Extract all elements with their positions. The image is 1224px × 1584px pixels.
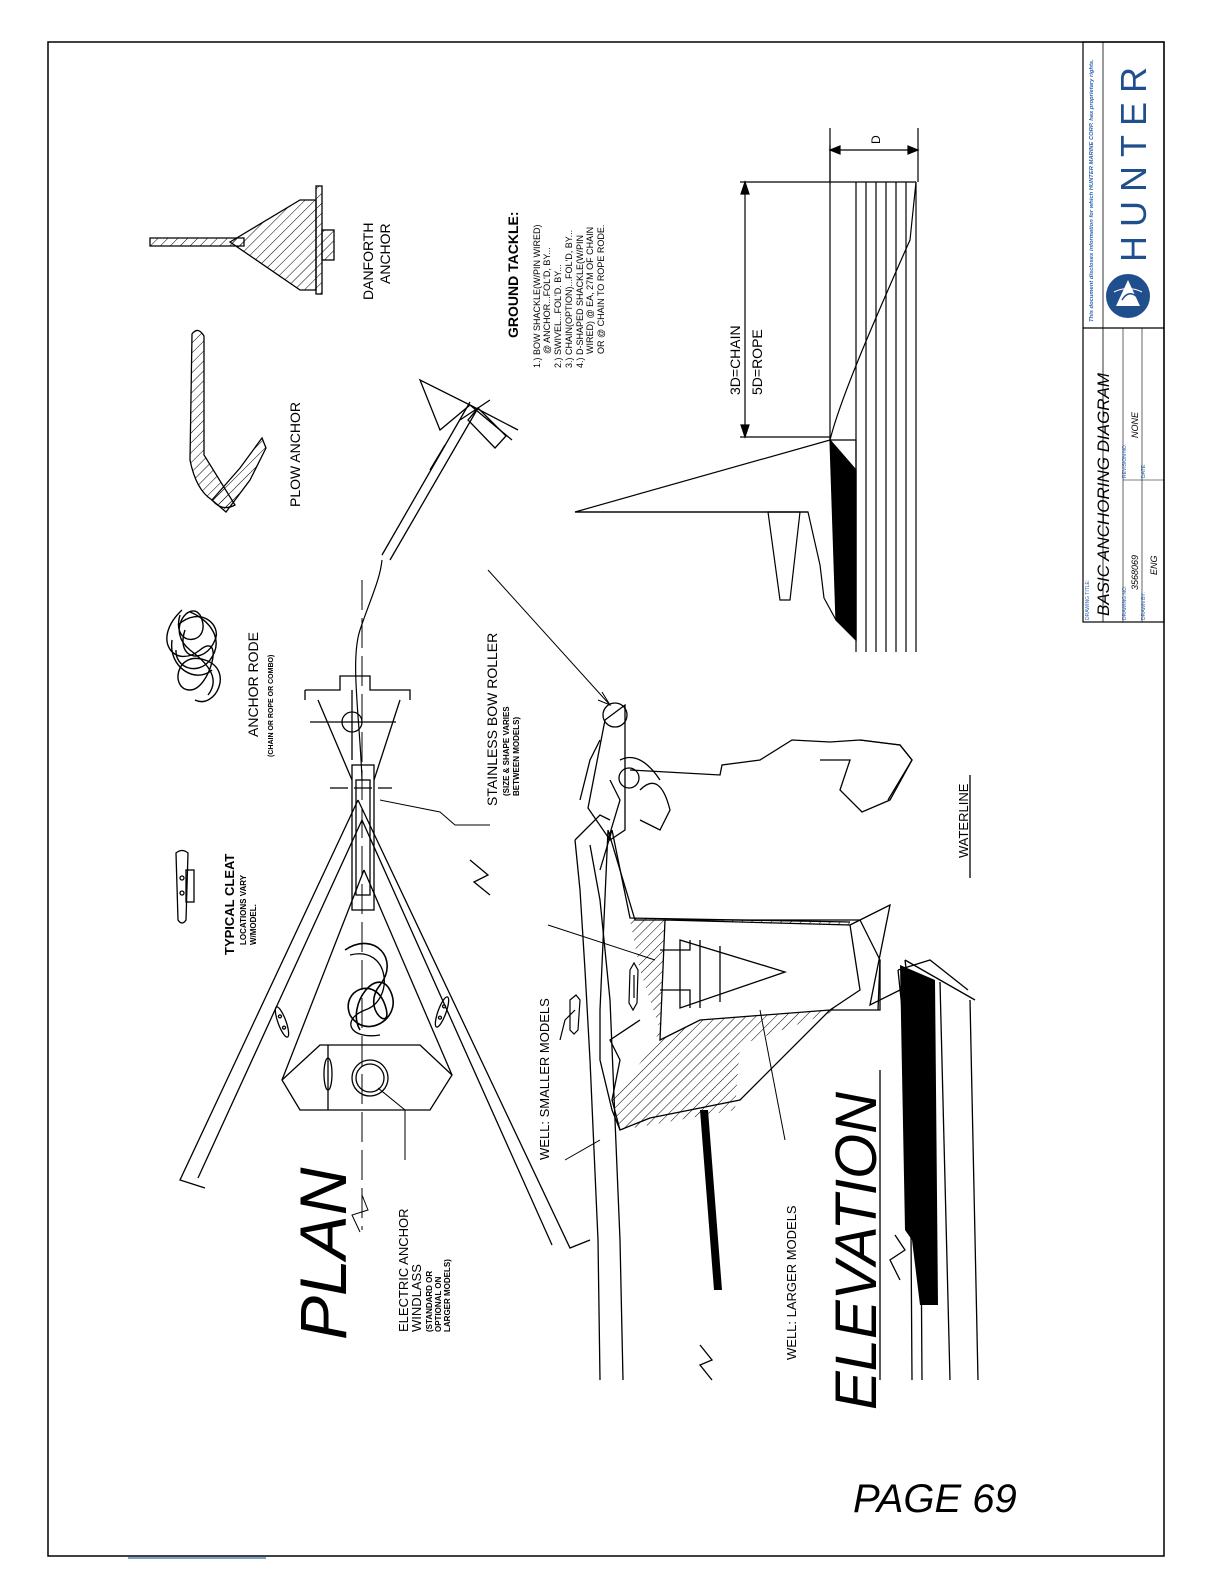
windlass-label-1: ELECTRIC ANCHOR xyxy=(396,1208,411,1332)
deployed-anchor-icon xyxy=(382,380,518,560)
danforth-label-1: DANFORTH xyxy=(360,222,376,300)
proprietary-notice: This document discloses information for which HUNTER MARINE CORP. has proprietary rights. xyxy=(1089,59,1095,322)
plow-anchor-label: PLOW ANCHOR xyxy=(287,401,303,507)
plan-view-title: PLAN xyxy=(286,1167,360,1340)
typical-cleat-icon xyxy=(176,851,194,924)
hunter-logo-icon xyxy=(1106,274,1150,318)
drawn-by-label: DRAWN BY: xyxy=(1141,592,1147,620)
elevation-view-title: ELEVATION xyxy=(824,1091,889,1410)
waterline-label: WATERLINE xyxy=(956,783,971,858)
bottom-paint-stripe xyxy=(900,965,938,1305)
ground-tackle-line-5: 4.) D-SHAPED SHACKLE(W/PIN xyxy=(575,234,585,368)
brand-name: HUNTER xyxy=(1113,58,1154,262)
ground-tackle-title: GROUND TACKLE: xyxy=(505,211,521,338)
drawing-no: 3568069 xyxy=(1130,554,1140,590)
anchor-rode-coil-icon xyxy=(167,610,220,702)
drawing-border xyxy=(48,42,1164,1556)
well-smaller-label: WELL: SMALLER MODELS xyxy=(537,998,552,1160)
danforth-label-2: ANCHOR xyxy=(377,223,393,284)
typical-cleat-sub2: W/MODEL. xyxy=(249,904,258,945)
plan-cleat-left-icon xyxy=(273,1006,291,1039)
anchor-rode-title: ANCHOR RODE xyxy=(245,631,261,737)
windlass-label-5: LARGER MODELS) xyxy=(443,1259,452,1332)
windlass-label-3: (STANDARD OR xyxy=(425,1270,434,1332)
drawn-by: ENG xyxy=(1149,555,1159,575)
scope-chain-label: 3D=CHAIN xyxy=(727,325,743,395)
bow-roller-sub2: BETWEEN MODELS) xyxy=(512,716,521,796)
windlass-label-4: OPTIONAL ON xyxy=(434,1276,443,1332)
depth-label: D xyxy=(869,135,883,144)
drawing-title: BASIC ANCHORING DIAGRAM xyxy=(1094,372,1113,616)
bow-roller-title: STAINLESS BOW ROLLER xyxy=(484,632,500,806)
well-larger-label: WELL: LARGER MODELS xyxy=(784,1205,799,1360)
ground-tackle-line-1: 1.) BOW SHACKLE(W/PIN WIRED) xyxy=(532,224,542,368)
title-block xyxy=(1083,42,1164,622)
drawing-title-label: DRAWING TITLE: xyxy=(1085,579,1091,620)
ground-tackle-line-7: OR @ CHAIN TO ROPE RODE. xyxy=(596,224,606,354)
typical-cleat-sub1: LOCATIONS VARY xyxy=(239,874,248,945)
boot-stripe xyxy=(700,1110,722,1290)
drawing-no-label: DRAWING NO. xyxy=(1122,585,1128,620)
plow-anchor-icon xyxy=(190,330,266,512)
typical-cleat-title: TYPICAL CLEAT xyxy=(222,853,237,955)
scope-diagram xyxy=(575,128,918,652)
revision-no-label: REVISION NO. xyxy=(1122,443,1128,478)
windlass-label-2: WINDLASS xyxy=(409,1264,424,1332)
page-number: PAGE 69 xyxy=(853,1477,1017,1521)
scope-rope-label: 5D=ROPE xyxy=(749,329,765,395)
revision-no: NONE xyxy=(1130,411,1140,438)
danforth-anchor-icon xyxy=(150,186,334,294)
ground-tackle-line-4: 3.) CHAIN(OPTION)...FOL'D, BY... xyxy=(564,229,574,368)
ground-tackle-line-6: WIRED) @ EA, 27M OF CHAIN xyxy=(585,226,595,354)
bow-roller-sub1: (SIZE & SHAPE VARIES xyxy=(502,706,511,796)
anchor-rode-sub: (CHAIN OR ROPE OR COMBO) xyxy=(268,654,275,757)
ground-tackle-line-3: 2.) SWIVEL...FOL'D. BY... xyxy=(553,264,563,368)
date-label: DATE: xyxy=(1141,463,1147,478)
ground-tackle-line-2: @ ANCHOR...FOL'D, BY... xyxy=(542,247,552,354)
